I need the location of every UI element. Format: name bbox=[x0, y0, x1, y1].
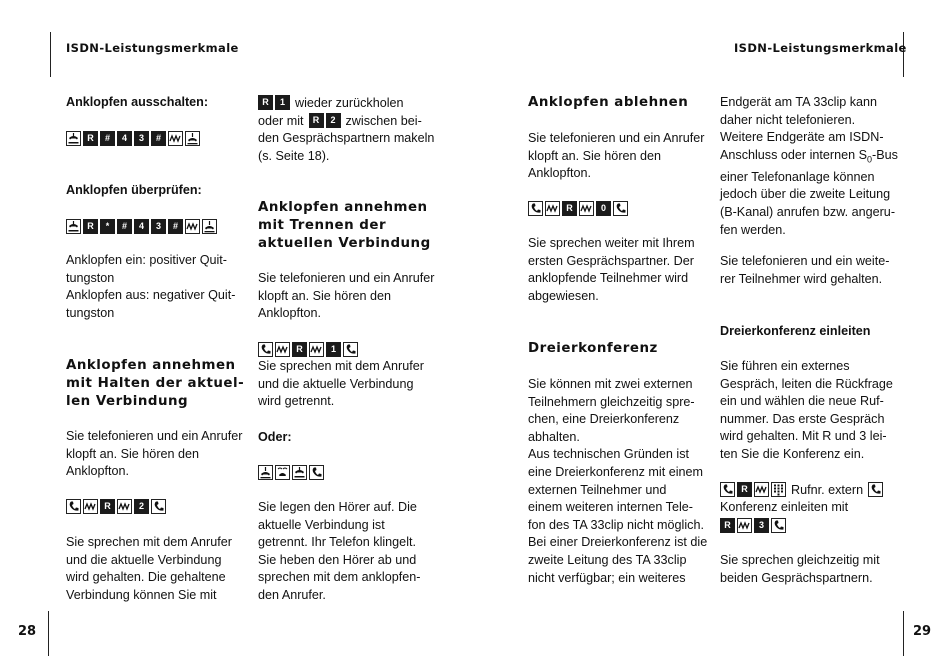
signal-tone-icon bbox=[754, 482, 769, 497]
heading-anklopfen-ausschalten: Anklopfen ausschalten: bbox=[66, 95, 209, 109]
key-hash: # bbox=[100, 131, 115, 146]
text-dreierkonferenz: Sie können mit zwei externen Teilnehmern gleichzeitig spre- chen, eine Dreierkonferenz abhalten. Aus technischen Gründen ist eine Dreierkonferenz mit einem externen Teilnehmer und einem weiteren internen Tele- fon des TA 33clip nicht möglich. Bei einer Dreierkonferenz ist die zweite Leitung des TA 33clip nicht verfügbar; ein weiteres bbox=[528, 377, 708, 585]
text-telefonieren-1: Sie telefonieren und ein Anrufer klopft an. Sie hören den Anklopfton. bbox=[66, 429, 243, 479]
key-star: * bbox=[100, 219, 115, 234]
key-hash: # bbox=[117, 219, 132, 234]
section-heading-anklopfen-ablehnen: Anklopfen ablehnen bbox=[528, 95, 689, 110]
handset-hangup-icon bbox=[202, 219, 217, 234]
left-top-rule bbox=[50, 32, 51, 77]
signal-tone-icon bbox=[117, 499, 132, 514]
handset-icon bbox=[66, 499, 81, 514]
text-makeln: den Gesprächspartnern makeln (s. Seite 18). bbox=[258, 131, 435, 163]
line-zurueckholen: R 1 wieder zurückholen bbox=[258, 94, 404, 112]
handset-hangup-icon bbox=[258, 465, 273, 480]
line-makeln: oder mit R 2 zwischen bei- bbox=[258, 113, 422, 128]
text-quittungston: Anklopfen ein: positiver Quit- tungston Anklopfen aus: negativer Quit- tungston bbox=[66, 253, 236, 320]
key-hash: # bbox=[168, 219, 183, 234]
keypad-icon bbox=[771, 482, 786, 497]
signal-tone-icon bbox=[275, 342, 290, 357]
key-3: 3 bbox=[754, 518, 769, 533]
key-sequence-disable bbox=[66, 130, 200, 146]
key-sequence-hangup bbox=[258, 464, 324, 480]
handset-icon bbox=[258, 342, 273, 357]
key-r: R bbox=[737, 482, 752, 497]
key-0: 0 bbox=[596, 201, 611, 216]
text-endgeraet: Endgerät am TA 33clip kann daher nicht telefonieren. Weitere Endgeräte am ISDN- Anschluss oder internen $S_0$-Bus einer Telefonanlage können jedoch über die zweite Leitung (B-Kanal) anrufen bzw. angeru- fen werden. bbox=[720, 95, 898, 237]
handset-hangup-icon bbox=[185, 131, 200, 146]
page-number-right: 29 bbox=[913, 624, 932, 639]
text-getrennt: Sie sprechen mit dem Anrufer und die aktuelle Verbindung wird getrennt. bbox=[258, 359, 424, 409]
handset-lift-icon bbox=[66, 219, 81, 234]
heading-dreierkonferenz-einleiten: Dreierkonferenz einleiten bbox=[720, 324, 871, 338]
running-header-right: ISDN-Leistungsmerkmale bbox=[734, 41, 907, 55]
key-1: 1 bbox=[326, 342, 341, 357]
handset-icon bbox=[720, 482, 735, 497]
key-4: 4 bbox=[117, 131, 132, 146]
key-sequence-reject bbox=[528, 200, 628, 216]
key-2: 2 bbox=[326, 113, 341, 128]
key-r: R bbox=[258, 95, 273, 110]
key-sequence-conference bbox=[720, 517, 786, 533]
handset-icon bbox=[528, 201, 543, 216]
text-gehalten: Sie sprechen mit dem Anrufer und die aktuelle Verbindung wird gehalten. Die gehaltene Verbindung können Sie mit bbox=[66, 535, 232, 602]
key-hash: # bbox=[151, 131, 166, 146]
left-bottom-rule bbox=[48, 611, 49, 656]
text-telefonieren-2: Sie telefonieren und ein Anrufer klopft an. Sie hören den Anklopfton. bbox=[258, 271, 435, 321]
signal-tone-icon bbox=[83, 499, 98, 514]
section-heading-anklopfen-trennen: Anklopfen annehmen mit Trennen der aktuellen Verbindung bbox=[258, 200, 431, 251]
line-rufnr-extern: R Rufnr. extern bbox=[720, 481, 883, 499]
key-2: 2 bbox=[134, 499, 149, 514]
running-header-left: ISDN-Leistungsmerkmale bbox=[66, 41, 239, 55]
handset-lift-icon bbox=[292, 465, 307, 480]
key-sequence-hold bbox=[66, 498, 166, 514]
text-konferenz-einleiten: Konferenz einleiten mit bbox=[720, 500, 849, 514]
signal-tone-icon bbox=[737, 518, 752, 533]
key-3: 3 bbox=[134, 131, 149, 146]
handset-lift-icon bbox=[66, 131, 81, 146]
key-r: R bbox=[309, 113, 324, 128]
key-sequence-disconnect bbox=[258, 341, 358, 357]
text-gleichzeitig: Sie sprechen gleichzeitig mit beiden Gesprächspartnern. bbox=[720, 553, 880, 585]
key-r: R bbox=[720, 518, 735, 533]
text-weiterer-teilnehmer: Sie telefonieren und ein weite- rer Teilnehmer wird gehalten. bbox=[720, 254, 890, 286]
section-heading-dreierkonferenz: Dreierkonferenz bbox=[528, 341, 658, 356]
ringing-icon bbox=[275, 465, 290, 480]
key-sequence-check bbox=[66, 218, 217, 234]
key-3: 3 bbox=[151, 219, 166, 234]
page-number-left: 28 bbox=[18, 624, 37, 639]
key-r: R bbox=[292, 342, 307, 357]
right-bottom-rule bbox=[903, 611, 904, 656]
handset-icon bbox=[771, 518, 786, 533]
signal-tone-icon bbox=[185, 219, 200, 234]
handset-icon bbox=[868, 482, 883, 497]
handset-icon bbox=[613, 201, 628, 216]
signal-tone-icon bbox=[579, 201, 594, 216]
key-r: R bbox=[83, 219, 98, 234]
text-externes-gespraech: Sie führen ein externes Gespräch, leiten die Rückfrage ein und wählen die neue Ruf- nummer. Das erste Gespräch wird gehalten. Mit R und 3 lei- ten Sie die Konferenz ein. bbox=[720, 359, 893, 461]
text-hoerer-auflegen: Sie legen den Hörer auf. Die aktuelle Verbindung ist getrennt. Ihr Telefon klingelt. Sie heben den Hörer ab und sprechen mit dem anklopfen- den Anrufer. bbox=[258, 500, 421, 602]
label-oder: Oder: bbox=[258, 430, 292, 444]
key-r: R bbox=[83, 131, 98, 146]
section-heading-anklopfen-halten: Anklopfen annehmen mit Halten der aktuel- len Verbindung bbox=[66, 358, 245, 409]
heading-anklopfen-ueberpruefen: Anklopfen überprüfen: bbox=[66, 183, 202, 197]
handset-icon bbox=[343, 342, 358, 357]
key-1: 1 bbox=[275, 95, 290, 110]
signal-tone-icon bbox=[309, 342, 324, 357]
key-r: R bbox=[562, 201, 577, 216]
signal-tone-icon bbox=[168, 131, 183, 146]
handset-icon bbox=[309, 465, 324, 480]
text-abgewiesen: Sie sprechen weiter mit Ihrem ersten Gesprächspartner. Der anklopfende Teilnehmer wird abgewiesen. bbox=[528, 236, 695, 303]
handset-icon bbox=[151, 499, 166, 514]
key-r: R bbox=[100, 499, 115, 514]
key-4: 4 bbox=[134, 219, 149, 234]
signal-tone-icon bbox=[545, 201, 560, 216]
text-telefonieren-3: Sie telefonieren und ein Anrufer klopft an. Sie hören den Anklopfton. bbox=[528, 131, 705, 181]
